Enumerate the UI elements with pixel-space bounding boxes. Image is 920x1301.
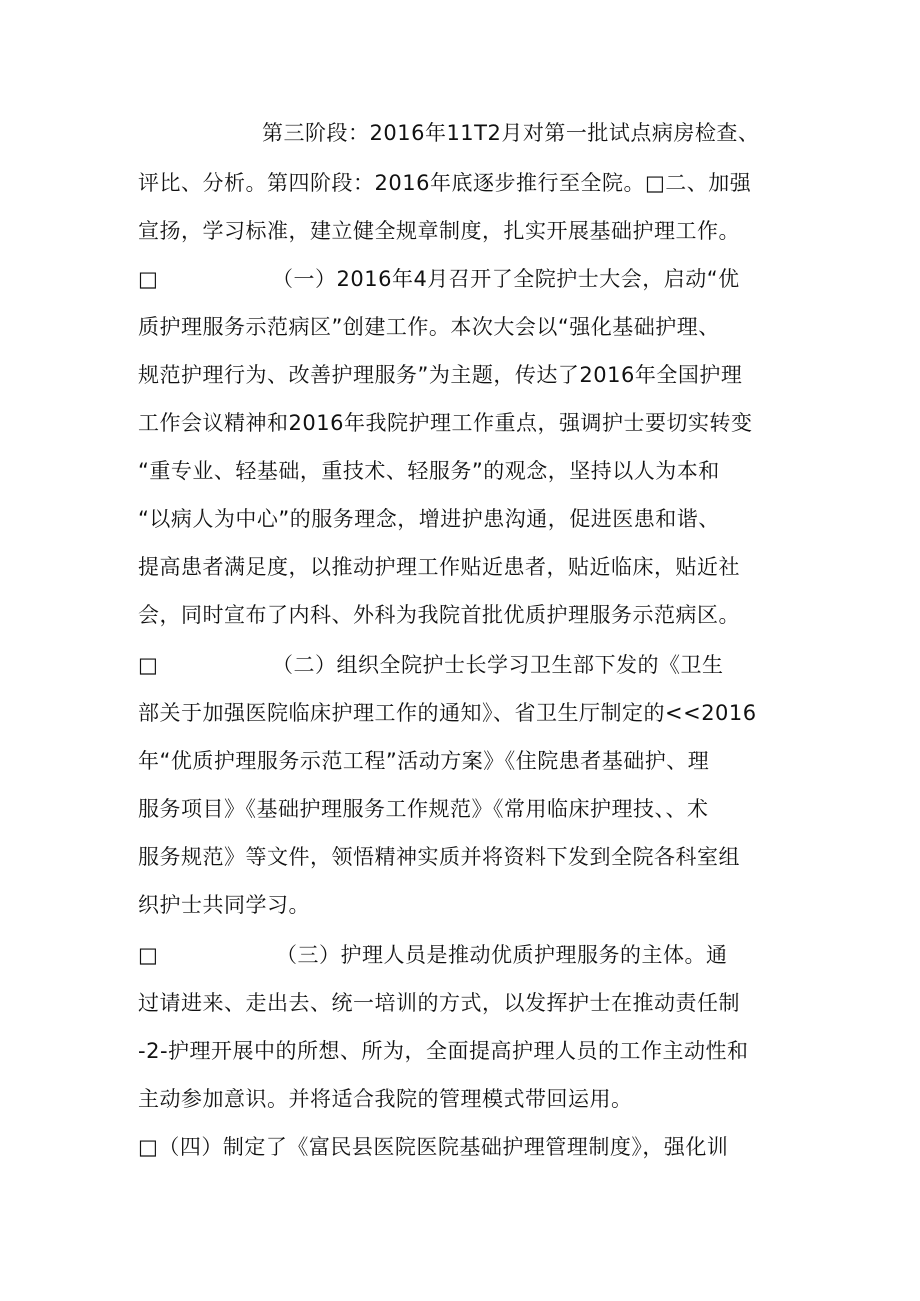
text-line: 工作会议精神和2016年我院护理工作重点，强调护士要切实转变 bbox=[138, 411, 753, 435]
text-line: 宣扬，学习标准，建立健全规章制度，扎实开展基础护理工作。 bbox=[138, 219, 740, 243]
checkbox-glyph: □ bbox=[138, 267, 159, 291]
text-line: 质护理服务示范病区”创建工作。本次大会以“强化基础护理、 bbox=[138, 315, 720, 339]
checkbox-glyph: □ bbox=[138, 653, 159, 677]
text-line: 服务规范》等文件，领悟精神实质并将资料下发到全院各科室组 bbox=[138, 845, 740, 869]
text-line: 第三阶段：2016年11T2月对第一批试点病房检查、 bbox=[262, 121, 760, 145]
text-line: 年“优质护理服务示范工程”活动方案》《住院患者基础护、理 bbox=[138, 749, 710, 773]
text-line: （一）2016年4月召开了全院护士大会，启动“优 bbox=[272, 267, 740, 291]
text-line: （三）护理人员是推动优质护理服务的主体。通 bbox=[276, 943, 728, 967]
text-line: 织护士共同学习。 bbox=[138, 893, 310, 917]
text-line: -2-护理开展中的所想、所为，全面提高护理人员的工作主动性和 bbox=[138, 1039, 749, 1063]
text-line: 主动参加意识。并将适合我院的管理模式带回运用。 bbox=[138, 1087, 633, 1111]
text-line: 过请进来、走出去、统一培训的方式，以发挥护士在推动责任制 bbox=[138, 991, 740, 1015]
text-line: 会，同时宣布了内科、外科为我院首批优质护理服务示范病区。 bbox=[138, 603, 740, 627]
checkbox-glyph: □ bbox=[138, 943, 159, 967]
text-line: 服务项目》《基础护理服务工作规范》《常用临床护理技、、术 bbox=[138, 797, 709, 821]
text-line: 部关于加强医院临床护理工作的通知》、省卫生厅制定的<<2016 bbox=[138, 701, 757, 725]
text-line: 评比、分析。第四阶段：2016年底逐步推行至全院。□二、加强 bbox=[138, 171, 752, 195]
text-line: 规范护理行为、改善护理服务”为主题，传达了2016年全国护理 bbox=[138, 363, 743, 387]
text-line: 提高患者满足度，以推动护理工作贴近患者，贴近临床，贴近社 bbox=[138, 555, 740, 579]
text-line: “以病人为中心”的服务理念，增进护患沟通，促进医患和谐、 bbox=[138, 507, 720, 531]
text-line: □（四）制定了《富民县医院医院基础护理管理制度》，强化训 bbox=[138, 1135, 729, 1159]
text-line: （二）组织全院护士长学习卫生部下发的《卫生 bbox=[272, 653, 724, 677]
text-line: “重专业、轻基础，重技术、轻服务”的观念，坚持以人为本和 bbox=[138, 459, 720, 483]
